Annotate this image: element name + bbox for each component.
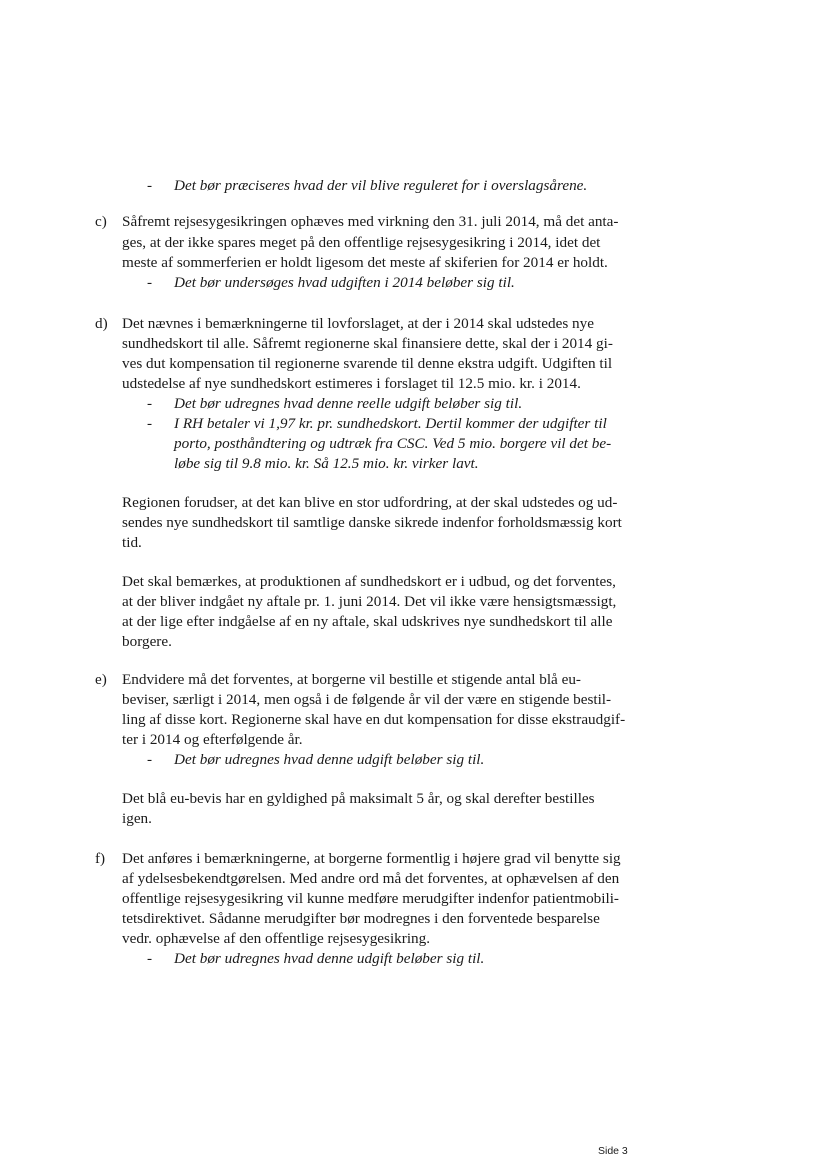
section-e-paragraph-line: igen. <box>122 810 152 827</box>
section-d-bullet-text: porto, posthåndtering og udtræk fra CSC. Ved 5 mio. borgere vil det be- <box>174 435 612 452</box>
section-d-paragraph-line: Regionen forudser, at det kan blive en stor udfordring, at der skal udstedes og ud- <box>122 494 618 511</box>
section-f-line: Det anføres i bemærkningerne, at borgerne formentlig i højere grad vil benytte sig <box>122 850 621 867</box>
section-d-paragraph-line: Det skal bemærkes, at produktionen af sundhedskort er i udbud, og det forventes, <box>122 573 616 590</box>
bullet-dash: - <box>147 395 153 412</box>
section-e-line: ling af disse kort. Regionerne skal have en dut kompensation for disse ekstraudgif- <box>122 711 626 728</box>
section-c-bullet-text: Det bør undersøges hvad udgiften i 2014 beløber sig til. <box>174 274 515 291</box>
section-f-line: offentlige rejsesygesikring vil kunne medføre merudgifter indenfor patientmobili- <box>122 890 619 907</box>
bullet-dash: - <box>147 274 153 291</box>
section-e-line: ter i 2014 og efterfølgende år. <box>122 731 303 748</box>
section-d-line: udstedelse af nye sundhedskort estimeres i forslaget til 12.5 mio. kr. i 2014. <box>122 375 581 392</box>
section-f-line: af ydelsesbekendtgørelsen. Med andre ord må det forventes, at ophævelsen af den <box>122 870 620 887</box>
bullet-dash: - <box>147 751 153 768</box>
section-f-line: tetsdirektivet. Sådanne merudgifter bør modregnes i den forventede besparelse <box>122 910 600 927</box>
section-c-line: Såfremt rejsesygesikringen ophæves med virkning den 31. juli 2014, må det anta- <box>122 213 619 230</box>
bullet-dash: - <box>147 950 153 967</box>
section-d-bullet-text: I RH betaler vi 1,97 kr. pr. sundhedskort. Dertil kommer der udgifter til <box>174 415 607 432</box>
section-d-paragraph-line: at der bliver indgået ny aftale pr. 1. juni 2014. Det vil ikke være hensigtsmæssigt, <box>122 593 617 610</box>
section-e-line: beviser, særligt i 2014, men også i de følgende år vil der være en stigende bestil- <box>122 691 612 708</box>
bullet-dash: - <box>147 177 153 194</box>
intro-bullet-text: Det bør præciseres hvad der vil blive reguleret for i overslagsårene. <box>174 177 588 194</box>
section-c-line: ges, at der ikke spares meget på den offentlige rejsesygesikring i 2014, idet det <box>122 234 601 251</box>
section-d-line: Det nævnes i bemærkningerne til lovforslaget, at der i 2014 skal udstedes nye <box>122 315 594 332</box>
section-f-line: vedr. ophævelse af den offentlige rejsesygesikring. <box>122 930 431 947</box>
section-d-paragraph-line: tid. <box>122 534 142 551</box>
section-d-paragraph-line: at der lige efter indgåelse af en ny aftale, skal udskrives nye sundhedskort til alle <box>122 613 613 630</box>
section-e-bullet-text: Det bør udregnes hvad denne udgift beløber sig til. <box>174 751 485 768</box>
section-e-paragraph-line: Det blå eu-bevis har en gyldighed på maksimalt 5 år, og skal derefter bestilles <box>122 790 595 807</box>
section-c-label: c) <box>95 213 107 230</box>
section-d-label: d) <box>95 315 108 332</box>
section-d-paragraph-line: borgere. <box>122 633 172 650</box>
section-d-bullet-text: løbe sig til 9.8 mio. kr. Så 12.5 mio. kr. virker lavt. <box>174 455 479 472</box>
section-d-bullet-text: Det bør udregnes hvad denne reelle udgift beløber sig til. <box>174 395 523 412</box>
section-e-label: e) <box>95 671 107 688</box>
section-c-line: meste af sommerferien er holdt ligesom det meste af skiferien for 2014 er holdt. <box>122 254 608 271</box>
page-number: Side 3 <box>598 1145 628 1157</box>
bullet-dash: - <box>147 415 153 432</box>
section-f-bullet-text: Det bør udregnes hvad denne udgift beløber sig til. <box>174 950 485 967</box>
section-d-paragraph-line: sendes nye sundhedskort til samtlige danske sikrede indenfor forholdsmæssig kort <box>122 514 622 531</box>
section-e-line: Endvidere må det forventes, at borgerne vil bestille et stigende antal blå eu- <box>122 671 581 688</box>
section-d-line: ves dut kompensation til regionerne svarende til denne ekstra udgift. Udgiften til <box>122 355 613 372</box>
section-d-line: sundhedskort til alle. Såfremt regionerne skal finansiere dette, skal der i 2014 gi- <box>122 335 613 352</box>
section-f-label: f) <box>95 850 106 867</box>
